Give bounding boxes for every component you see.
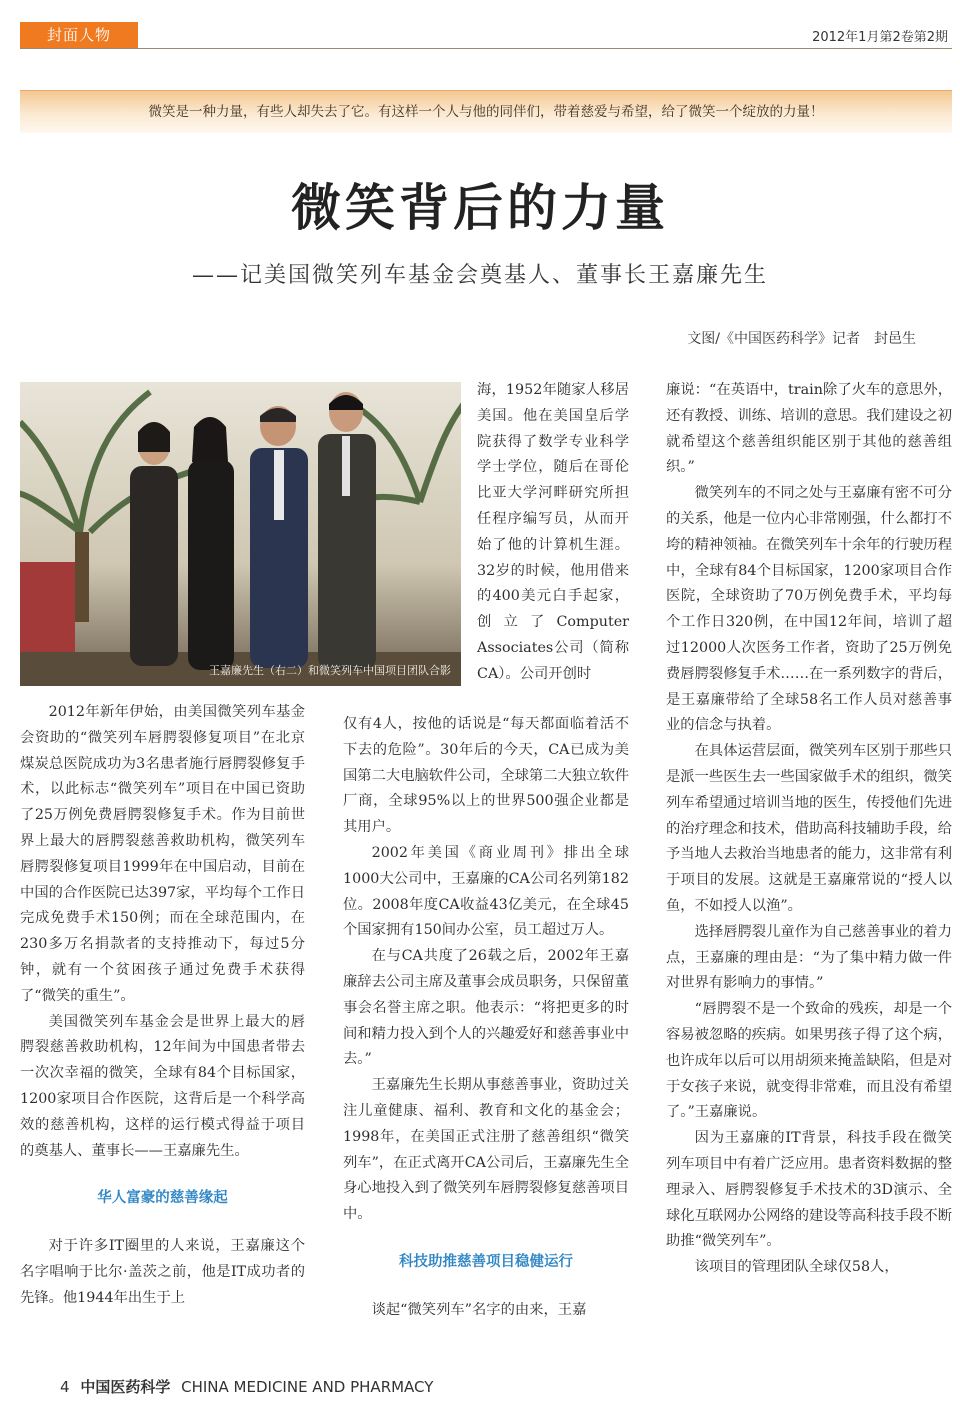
- photo-caption: 王嘉廉先生（右二）和微笑列车中国项目团队合影: [209, 664, 451, 677]
- paragraph: 2012年新年伊始，由美国微笑列车基金会资助的“微笑列车唇腭裂修复项目”在北京煤炭总医院成功为3名患者施行唇腭裂修复手术，以此标志“微笑列车”项目在中国已资助了25万例免费唇腭裂修复手术。作为目前世界上最大的唇腭裂慈善救助机构，微笑列车唇腭裂修复项目1999年在中国启动，目前在中国的合作医院已达397家，平均每个工作日完成免费手术150例；而在全球范围内，在230多万名捐款者的支持推动下，每过5分钟，就有一个贫困孩子通过免费手术获得了“微笑的重生”。: [20, 704, 305, 1004]
- magazine-english-name: CHINA MEDICINE AND PHARMACY: [181, 1378, 434, 1396]
- paragraph: 海，1952年随家人移居美国。他在美国皇后学院获得了数学专业科学学士学位，随后在哥伦比亚大学河畔研究所担任程序编写员，从而开始了他的计算机生涯。32岁的时候，他用借来的400美元白手起家，创立了Computer Associates公司（简称CA）。公司开创时: [477, 382, 629, 682]
- paragraph: 因为王嘉廉的IT背景，科技手段在微笑列车项目中有着广泛应用。患者资料数据的整理录入、唇腭裂修复手术技术的3D演示、全球化互联网办公网络的建设等高科技手段不断助推“微笑列车”。: [666, 1130, 952, 1250]
- group-photo: [20, 382, 461, 686]
- paragraph: 美国微笑列车基金会是世界上最大的唇腭裂慈善救助机构，12年间为中国患者带去一次次幸福的微笑，全球有84个目标国家，1200家项目合作医院，这背后是一个科学高效的慈善机构，这样的运行模式得益于项目的奠基人、董事长——王嘉廉先生。: [20, 1013, 305, 1159]
- paragraph: 仅有4人，按他的话说是“每天都面临着活不下去的危险”。30年后的今天，CA已成为美国第二大电脑软件公司，全球第二大独立软件厂商，全球95%以上的世界500强企业都是其用户。: [343, 716, 629, 836]
- column-2: [343, 712, 629, 1324]
- paragraph: “唇腭裂不是一个致命的残疾，却是一个容易被忽略的疾病。如果男孩子得了这个病，也许成年以后可以用胡须来掩盖缺陷，但是对于女孩子来说，就变得非常难，而且没有希望了。”王嘉廉说。: [666, 1001, 952, 1121]
- column-3: [666, 378, 952, 1281]
- column-2-top: [477, 378, 629, 688]
- article-subtitle: ——记美国微笑列车基金会奠基人、董事长王嘉廉先生: [191, 263, 768, 288]
- paragraph: 在与CA共度了26载之后，2002年王嘉廉辞去公司主席及董事会成员职务，只保留董事会名誉主席之职。他表示：“将把更多的时间和精力投入到个人的兴趣爱好和慈善事业中去。”: [343, 948, 629, 1068]
- column-1: [20, 700, 305, 1312]
- paragraph: 廉说：“在英语中，train除了火车的意思外，还有教授、训练、培训的意思。我们建设之初就希望这个慈善组织能区别于其他的慈善组织。”: [666, 382, 952, 476]
- page-number: 4: [60, 1378, 70, 1396]
- paragraph: 微笑列车的不同之处与王嘉廉有密不可分的关系，他是一位内心非常刚强，什么都打不垮的精神领袖。在微笑列车十余年的行驶历程中，全球有84个目标国家，1200家项目合作医院，全球资助了70万例免费手术，平均每个工作日320例，在中国12年间，培训了超过12000人次医务工作者，资助了25万例免费唇腭裂修复手术……在一系列数字的背后，是王嘉廉带给了全球58名工作人员对慈善事业的信念与执着。: [666, 485, 952, 734]
- section-tab: 封面人物: [20, 22, 138, 48]
- section-heading: 科技助推慈善项目稳健运行: [399, 1253, 573, 1270]
- issue-info: 2012年1月第2卷第2期: [812, 30, 948, 45]
- paragraph: 王嘉廉先生长期从事慈善事业，资助过关注儿童健康、福利、教育和文化的基金会；1998年，在美国正式注册了慈善组织“微笑列车”，在正式离开CA公司后，王嘉廉先生全身心地投入到了微笑列车唇腭裂修复慈善项目中。: [343, 1077, 629, 1223]
- magazine-name: 中国医药科学: [80, 1378, 171, 1396]
- paragraph: 2002年美国《商业周刊》排出全球1000大公司中，王嘉廉的CA公司名列第182位。2008年度CA收益43亿美元，在全球45个国家拥有150间办公室，员工超过万人。: [343, 844, 629, 939]
- paragraph: 选择唇腭裂儿童作为自己慈善事业的着力点，王嘉廉的理由是：“为了集中精力做一件对世界有影响力的事情。”: [666, 923, 952, 992]
- group-photo-image: [20, 382, 461, 686]
- section-heading: 华人富豪的慈善缘起: [97, 1190, 228, 1207]
- article-title: 微笑背后的力量: [291, 178, 669, 237]
- page-footer: [60, 1376, 433, 1397]
- byline: 文图/《中国医药科学》记者 封邑生: [687, 331, 916, 347]
- paragraph: 在具体运营层面，微笑列车区别于那些只是派一些医生去一些国家做手术的组织，微笑列车希望通过培训当地的医生，传授他们先进的治疗理念和技术，借助高科技辅助手段，给予当地人去救治当地患者的能力，这非常有利于项目的发展。这就是王嘉廉常说的“授人以鱼，不如授人以渔”。: [666, 743, 952, 914]
- slogan-banner: 微笑是一种力量，有些人却失去了它。有这样一个人与他的同伴们，带着慈爱与希望，给了微笑一个绽放的力量！: [20, 90, 952, 133]
- paragraph: 谈起“微笑列车”名字的由来，王嘉: [371, 1301, 587, 1318]
- paragraph: 对于许多IT圈里的人来说，王嘉廉这个名字唱响于比尔·盖茨之前，他是IT成功者的先锋。他1944年出生于上: [20, 1238, 305, 1306]
- paragraph: 该项目的管理团队全球仅58人，: [694, 1259, 899, 1276]
